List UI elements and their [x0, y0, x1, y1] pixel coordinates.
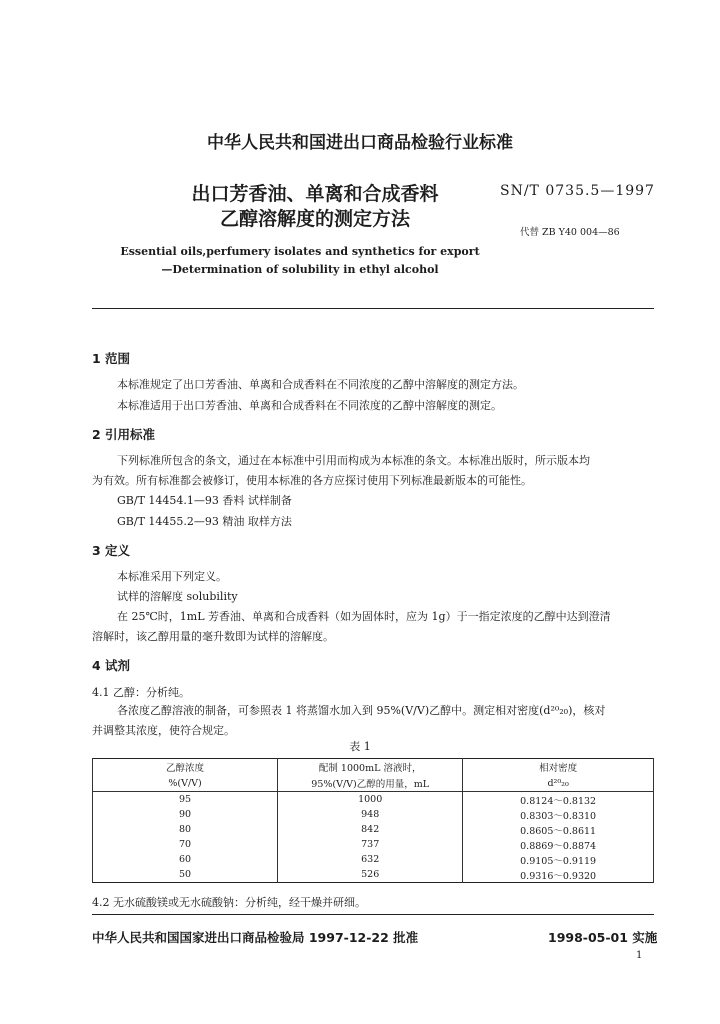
section-2-paragraph-line-1: 下列标准所包含的条文，通过在本标准中引用而构成为本标准的条文。本标准出版时，所示版本均 — [117, 454, 590, 467]
table-cell: 0.9105～0.9119 — [463, 852, 654, 867]
table-header-cell: d²⁰₂₀ — [463, 775, 654, 792]
table-cell: 842 — [278, 822, 463, 837]
table-cell: 737 — [278, 837, 463, 852]
implementation-date: 1998-05-01 实施 — [548, 930, 658, 945]
section-1-paragraph-2: 本标准适用于出口芳香油、单离和合成香料在不同浓度的乙醇中溶解度的测定。 — [117, 399, 502, 412]
document-title-line-2: 乙醇溶解度的测定方法 — [219, 208, 410, 230]
table-cell: 0.8869～0.8874 — [463, 837, 654, 852]
replaces-standard: 代替 ZB Y40 004—86 — [520, 227, 620, 238]
page-number: 1 — [636, 950, 643, 961]
table-cell: 95 — [93, 792, 278, 808]
section-3-definition-line-2: 溶解时，该乙醇用量的毫升数即为试样的溶解度。 — [92, 630, 334, 643]
table-cell: 90 — [93, 807, 278, 822]
section-3-definition-line-1: 在 25℃时，1mL 芳香油、单离和合成香料（如为固体时，应为 1g）于一指定浓度的乙醇中达到澄清 — [117, 610, 611, 623]
table-cell: 0.9316～0.9320 — [463, 867, 654, 883]
clause-4-1: 4.1 乙醇：分析纯。 — [92, 686, 190, 699]
table-cell: 0.8124～0.8132 — [463, 792, 654, 808]
table-header-row — [93, 759, 654, 776]
table-caption: 表 1 — [349, 740, 371, 753]
ethanol-dilution-table — [92, 758, 654, 883]
english-title-line-1: Essential oils,perfumery isolates and synthetics for export — [120, 245, 480, 258]
standard-code: SN/T 0735.5—1997 — [500, 183, 655, 199]
header-divider — [92, 308, 654, 309]
table-row — [93, 837, 654, 852]
table-cell: 80 — [93, 822, 278, 837]
table-cell: 632 — [278, 852, 463, 867]
clause-4-2: 4.2 无水硫酸镁或无水硫酸钠：分析纯，经干燥并研细。 — [92, 896, 366, 909]
table-header-cell: 相对密度 — [463, 759, 654, 776]
reference-standard-1: GB/T 14454.1—93 香料 试样制备 — [117, 494, 292, 507]
table-row — [93, 867, 654, 883]
header-organization: 中华人民共和国进出口商品检验行业标准 — [207, 133, 513, 153]
document-title-line-1: 出口芳香油、单离和合成香料 — [191, 183, 439, 205]
section-3-term: 试样的溶解度 solubility — [117, 590, 238, 603]
table-row — [93, 792, 654, 808]
section-4-heading: 4 试剂 — [92, 658, 131, 673]
section-1-paragraph-1: 本标准规定了出口芳香油、单离和合成香料在不同浓度的乙醇中溶解度的测定方法。 — [117, 378, 524, 391]
table-row — [93, 852, 654, 867]
table-cell: 0.8303～0.8310 — [463, 807, 654, 822]
section-3-paragraph-1: 本标准采用下列定义。 — [117, 570, 227, 583]
table-cell: 60 — [93, 852, 278, 867]
section-1-heading: 1 范围 — [92, 351, 131, 366]
table-row — [93, 807, 654, 822]
approval-statement: 中华人民共和国国家进出口商品检验局 1997-12-22 批准 — [92, 930, 419, 945]
table-header-cell: 95%(V/V)乙醇的用量，mL — [278, 775, 463, 792]
table-cell: 948 — [278, 807, 463, 822]
table-cell: 50 — [93, 867, 278, 883]
table-cell: 70 — [93, 837, 278, 852]
section-2-paragraph-line-2: 为有效。所有标准都会被修订，使用本标准的各方应探讨使用下列标准最新版本的可能性。 — [92, 474, 532, 487]
english-title-line-2: —Determination of solubility in ethyl alcohol — [161, 263, 439, 276]
table-cell: 526 — [278, 867, 463, 883]
table-header-row — [93, 775, 654, 792]
table-header-cell: %(V/V) — [93, 775, 278, 792]
reference-standard-2: GB/T 14455.2—93 精油 取样方法 — [117, 515, 292, 528]
section-4-paragraph-line-2: 并调整其浓度，使符合规定。 — [92, 724, 235, 737]
table-header-cell: 配制 1000mL 溶液时， — [278, 759, 463, 776]
section-3-heading: 3 定义 — [92, 543, 131, 558]
table-row — [93, 822, 654, 837]
table-cell: 1000 — [278, 792, 463, 808]
table-cell: 0.8605～0.8611 — [463, 822, 654, 837]
section-2-heading: 2 引用标准 — [92, 427, 156, 442]
section-4-paragraph-line-1: 各浓度乙醇溶液的制备，可参照表 1 将蒸馏水加入到 95%(V/V)乙醇中。测定相对密度(d²⁰₂₀)，核对 — [117, 704, 606, 717]
table-header-cell: 乙醇浓度 — [93, 759, 278, 776]
footer-divider — [92, 914, 654, 915]
